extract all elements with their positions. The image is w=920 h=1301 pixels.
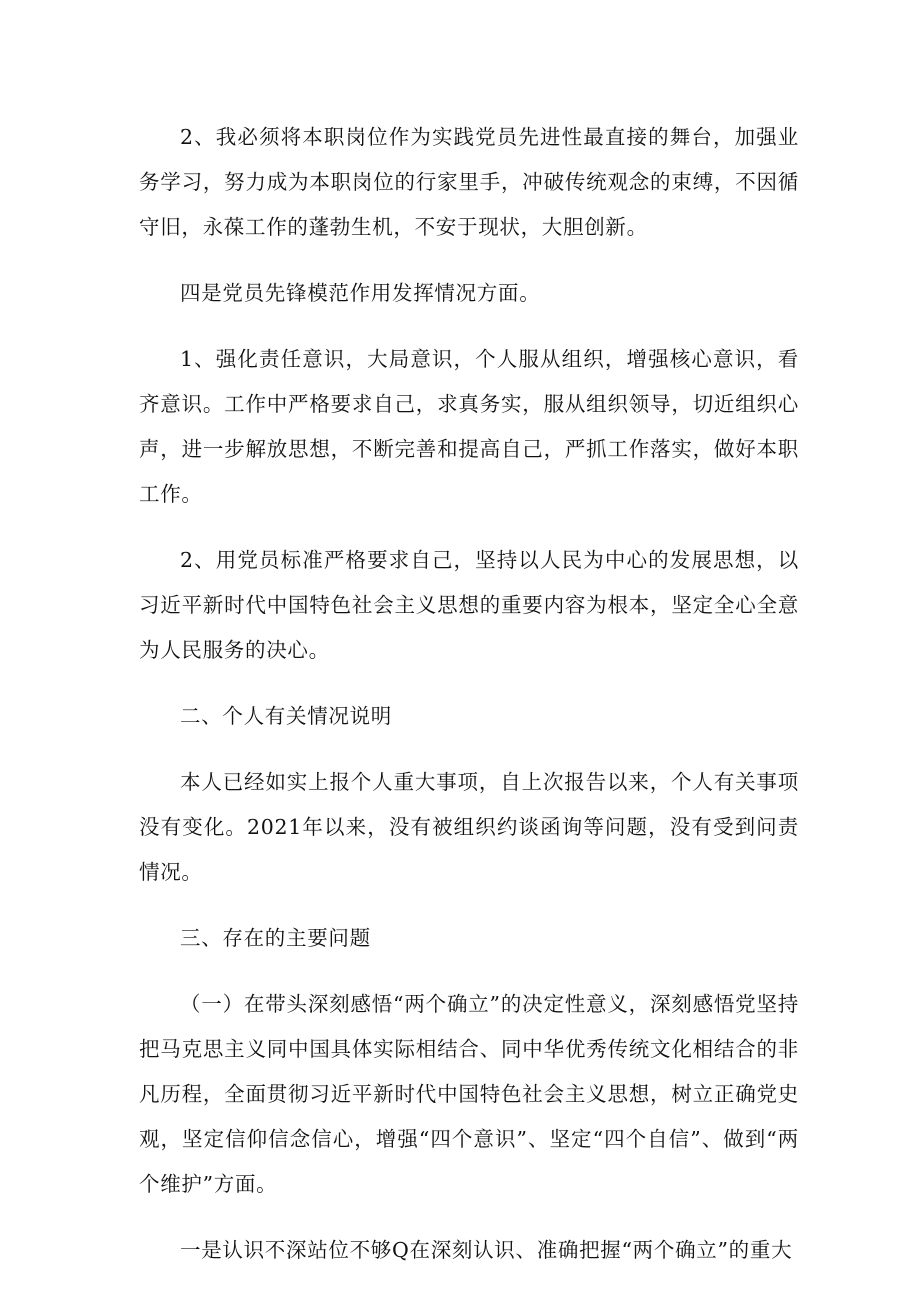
section-heading-problems: 三、存在的主要问题 — [180, 926, 371, 950]
heading-pioneer-role: 四是党员先锋模范作用发挥情况方面。 — [180, 281, 541, 305]
paragraph-responsibility: 1、强化责任意识，大局意识，个人服从组织，增强核心意识，看齐意识。工作中严格要求自己，求真务实，服从组织领导，切近组织心声，进一步解放思想，不断完善和提高自己，严抓工作落实，做好本职工作。 — [139, 347, 799, 506]
paragraph-first-problem: 一是认识不深站位不够Q在深刻认识、准确把握“两个确立”的重大 — [180, 1238, 793, 1262]
document-body — [139, 115, 799, 1273]
section-heading-personal: 二、个人有关情况说明 — [180, 704, 392, 728]
paragraph-personal-matters: 本人已经如实上报个人重大事项，自上次报告以来，个人有关事项没有变化。2021年以来，没有被组织约谈函询等问题，没有受到问责情况。 — [139, 770, 799, 884]
paragraph-duty-post: 2、我必须将本职岗位作为实践党员先进性最直接的舞台，加强业务学习，努力成为本职岗位的行家里手，冲破传统观念的束缚，不因循守旧，永葆工作的蓬勃生机，不安于现状，大胆创新。 — [139, 125, 799, 239]
paragraph-party-standard: 2、用党员标准严格要求自己，坚持以人民为中心的发展思想，以习近平新时代中国特色社会主义思想的重要内容为根本，坚定全心全意为人民服务的决心。 — [139, 548, 799, 662]
paragraph-two-establishments: （一）在带头深刻感悟“两个确立”的决定性意义，深刻感悟党坚持把马克思主义同中国具体实际相结合、同中华优秀传统文化相结合的非凡历程，全面贯彻习近平新时代中国特色社会主义思想，树立正确党史观，坚定信仰信念信心，增强“四个意识”、坚定“四个自信”、做到“两个维护”方面。 — [139, 992, 799, 1196]
